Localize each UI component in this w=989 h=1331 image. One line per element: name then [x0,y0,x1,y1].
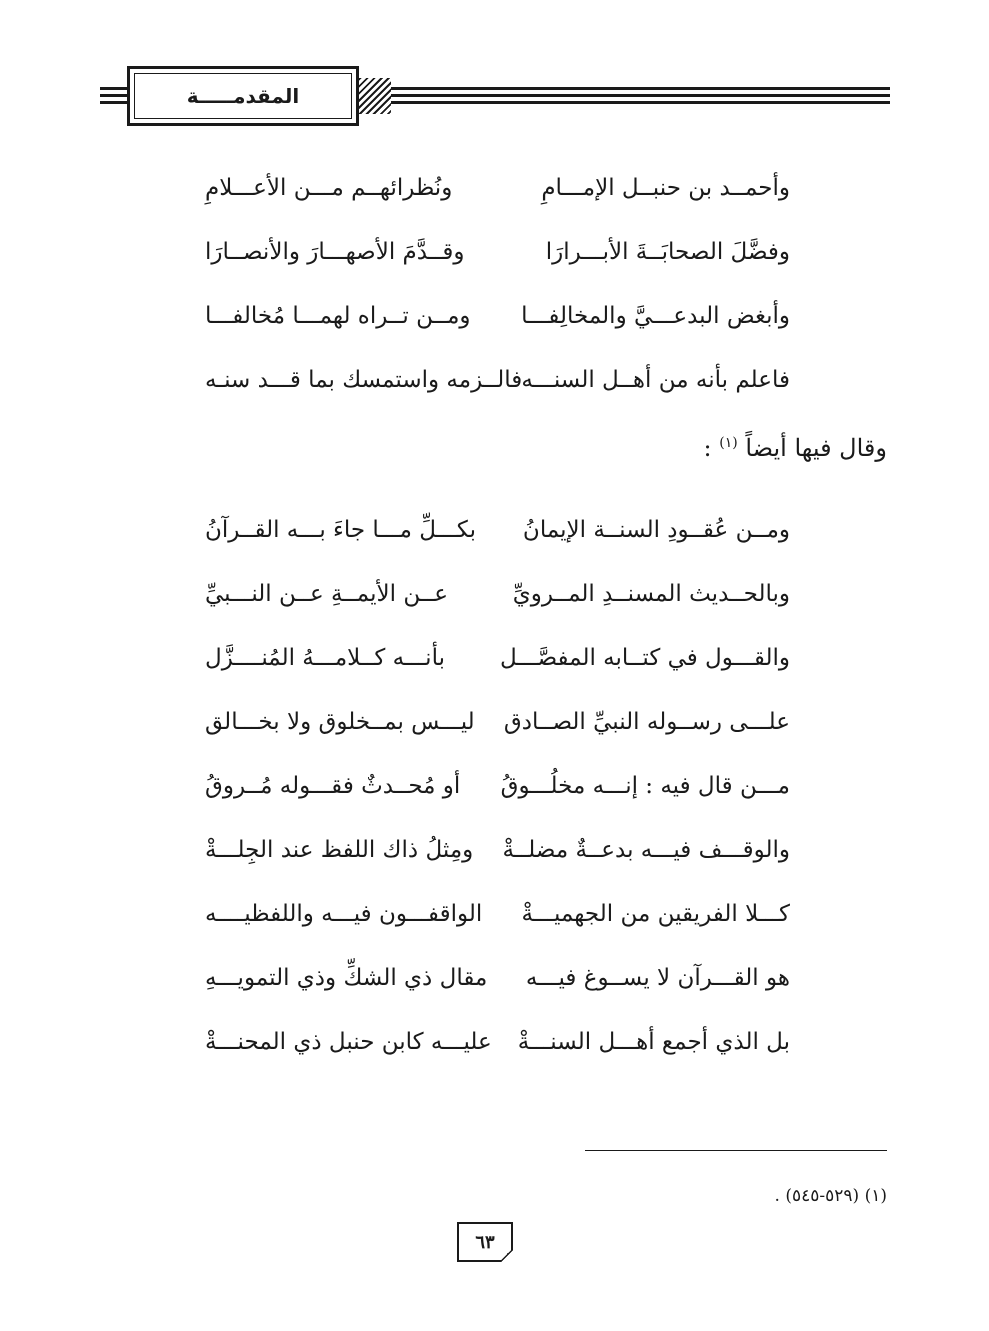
page-fold-icon [499,1248,513,1262]
verse-first-hemistich: هو القـــرآن لا يســوغ فيـــه [525,965,790,991]
verse-first-hemistich: والقـــول في كتــابه المفصَّـــل [499,645,790,671]
header-rule [100,101,127,104]
header-rule [359,101,890,104]
header-rule [100,94,127,97]
header-ornament [359,78,391,114]
header-rule [100,87,127,90]
verse [205,644,790,708]
verse [205,366,790,430]
verse-second-hemistich: مقال ذي الشكِّ وذي التمويـــهِ [205,965,488,991]
footnote: (١) (٥٢٩-٥٤٥) . [774,1186,887,1206]
verse [205,516,790,580]
chapter-header [100,66,890,128]
intro-text: وقال فيها أيضاً [745,434,887,462]
verse-first-hemistich: كـــلا الفريقين من الجهميـــةْ [521,901,790,927]
verse-second-hemistich: بأنـــه كــلامـــهُ المُنــــزَّل [205,645,445,671]
verse [205,836,790,900]
verse-first-hemistich: والوقـــف فيـــه بدعــةٌ مضلــةْ [502,837,790,863]
verse-second-hemistich: أو مُحــدثٌ فقـــوله مُــروقُ [205,773,461,799]
footnote-divider [585,1150,887,1151]
verse [205,964,790,1028]
verse-second-hemistich: الواقفـــون فيـــه واللفظيــــه [205,901,483,927]
verse [205,900,790,964]
verse-second-hemistich: عــن الأيمــةِ عــن النـــبيِّ [205,581,449,607]
verse-second-hemistich: ومِثلُ ذاك اللفظ عند الجِلـــةْ [205,837,474,863]
poem-block-1 [205,174,790,430]
intro-colon: : [703,434,712,462]
intro-line [704,434,887,462]
header-rule [359,94,890,97]
verse-first-hemistich: وأبغض البدعـــيَّ والمخالِفـــا [521,303,790,329]
verse-second-hemistich: ونُظرائهــم مـــن الأعـــلامِ [205,175,453,201]
verse-second-hemistich: ومــن تــراه لهمـــا مُخالفـــا [205,303,471,329]
verse [205,1028,790,1092]
verse [205,238,790,302]
verse-second-hemistich: بكـــلِّ مـــا جاءَ بـــه القــرآنُ [205,517,476,543]
verse-first-hemistich: علـــى رســوله النبيِّ الصــادق [503,709,790,735]
verse-first-hemistich: مـــن قال فيه : إنـــه مخلُـــوقُ [500,773,790,799]
verse-first-hemistich: وأحمــد بن حنبــل الإمـــامِ [541,175,790,201]
verse [205,580,790,644]
verse [205,708,790,772]
page-number: ٦٣ [475,1231,495,1253]
verse-first-hemistich: وفضَّلَ الصحابَــةَ الأبـــرارَا [545,239,790,265]
verse [205,302,790,366]
verse-first-hemistich: بل الذي أجمع أهـــل السنـــةْ [517,1029,790,1055]
verse-second-hemistich: فالــزمه واستمسك بما قـــد سنـه [205,367,523,393]
chapter-title: المقدمـــــة [186,84,300,108]
verse [205,772,790,836]
header-rule [359,87,890,90]
chapter-title-box [127,66,359,126]
verse-first-hemistich: ومــن عُقــودِ السنــة الإيمانُ [522,517,790,543]
verse [205,174,790,238]
footnote-ref: (١) [719,435,738,451]
verse-second-hemistich: عليـــه كابن حنبل ذي المحنـــةْ [205,1029,492,1055]
page-number-box [457,1222,513,1262]
verse-second-hemistich: وقــدَّمَ الأصهـــارَ والأنصــارَا [205,239,465,265]
poem-block-2 [205,516,790,1092]
verse-first-hemistich: فاعلم بأنه من أهــل السنـــه [521,367,790,393]
verse-second-hemistich: ليـــس بمــخلوق ولا بخـــالق [205,709,475,735]
verse-first-hemistich: وبالحــديث المسنــدِ المــرويِّ [512,581,790,607]
